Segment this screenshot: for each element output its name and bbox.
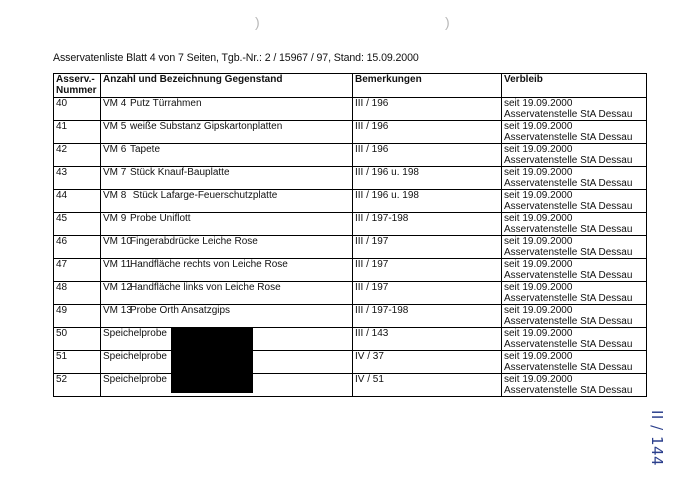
item-description: Stück Knauf-Bauplatte [130,167,230,178]
cell-item [101,259,353,282]
cell-location [502,121,647,144]
header-remarks: Bemerkungen [353,74,502,98]
location-date: seit 19.09.2000 [504,190,573,201]
cell-location [502,351,647,374]
header-item: Anzahl und Bezeichnung Gegenstand [101,74,353,98]
cell-location [502,190,647,213]
cell-item [101,98,353,121]
cell-item [101,121,353,144]
cell-remarks: III / 196 [353,121,502,144]
location-date: seit 19.09.2000 [504,328,573,339]
location-date: seit 19.09.2000 [504,144,573,155]
cell-remarks: III / 143 [353,328,502,351]
table-row [54,121,647,144]
location-place: Asservatenstelle StA Dessau [504,385,633,396]
cell-remarks: III / 196 [353,98,502,121]
cell-item [101,190,353,213]
item-description: Fingerabdrücke Leiche Rose [130,236,258,247]
page-mark: ) [255,14,260,30]
table-row [54,236,647,259]
cell-item [101,213,353,236]
location-date: seit 19.09.2000 [504,98,573,109]
location-date: seit 19.09.2000 [504,121,573,132]
item-code: VM 11 [103,259,132,270]
item-code: VM 13 [103,305,132,316]
cell-number: 45 [54,213,101,236]
location-date: seit 19.09.2000 [504,213,573,224]
location-date: seit 19.09.2000 [504,305,573,316]
item-code: VM 9 [103,213,127,224]
cell-remarks: III / 197-198 [353,213,502,236]
location-place: Asservatenstelle StA Dessau [504,247,633,258]
table-row [54,190,647,213]
location-place: Asservatenstelle StA Dessau [504,178,633,189]
item-description: Putz Türrahmen [130,98,202,109]
cell-number: 43 [54,167,101,190]
location-place: Asservatenstelle StA Dessau [504,316,633,327]
cell-number: 49 [54,305,101,328]
cell-item [101,305,353,328]
cell-number: 47 [54,259,101,282]
cell-item [101,236,353,259]
table-row [54,213,647,236]
table-row [54,144,647,167]
cell-number: 52 [54,374,101,397]
cell-location [502,282,647,305]
header-location: Verbleib [502,74,647,98]
cell-remarks: III / 196 u. 198 [353,167,502,190]
table-row [54,351,647,374]
evidence-table [53,73,647,397]
cell-location [502,328,647,351]
item-code: VM 6 [103,144,127,155]
location-date: seit 19.09.2000 [504,167,573,178]
location-date: seit 19.09.2000 [504,236,573,247]
location-date: seit 19.09.2000 [504,351,573,362]
item-description: Probe Uniflott [130,213,191,224]
location-date: seit 19.09.2000 [504,282,573,293]
location-place: Asservatenstelle StA Dessau [504,293,633,304]
item-description: Probe Orth Ansatzgips [130,305,231,316]
cell-remarks: III / 197-198 [353,305,502,328]
cell-number: 40 [54,98,101,121]
item-description: Handfläche rechts von Leiche Rose [130,259,288,270]
location-place: Asservatenstelle StA Dessau [504,270,633,281]
redaction-box [171,353,253,393]
location-date: seit 19.09.2000 [504,259,573,270]
table-row [54,305,647,328]
header-number [54,74,101,98]
cell-remarks: IV / 37 [353,351,502,374]
header-number-line2: Nummer [56,85,97,96]
cell-location [502,259,647,282]
cell-location [502,236,647,259]
cell-number: 42 [54,144,101,167]
cell-location [502,144,647,167]
item-description: Tapete [130,144,161,155]
item-code: VM 4 [103,98,127,109]
cell-remarks: III / 197 [353,259,502,282]
table-row [54,259,647,282]
item-code: VM 12 [103,282,132,293]
location-place: Asservatenstelle StA Dessau [504,201,633,212]
cell-location [502,213,647,236]
handwritten-page-note: II / 144 [648,410,666,467]
item-code: VM 8 [103,190,127,201]
location-place: Asservatenstelle StA Dessau [504,109,633,120]
item-description: Speichelprobe [103,374,167,385]
cell-location [502,98,647,121]
location-date: seit 19.09.2000 [504,374,573,385]
cell-location [502,167,647,190]
header-number-line1: Asserv.- [56,74,95,85]
cell-remarks: III / 197 [353,236,502,259]
location-place: Asservatenstelle StA Dessau [504,224,633,235]
cell-remarks: IV / 51 [353,374,502,397]
table-row [54,98,647,121]
cell-location [502,305,647,328]
location-place: Asservatenstelle StA Dessau [504,339,633,350]
cell-location [502,374,647,397]
cell-remarks: III / 197 [353,282,502,305]
item-code: VM 7 [103,167,127,178]
table-row [54,167,647,190]
table-row [54,282,647,305]
cell-number: 41 [54,121,101,144]
page-mark: ) [445,14,450,30]
table-header-row [54,74,647,98]
item-code: VM 10 [103,236,132,247]
cell-item [101,144,353,167]
cell-item [101,282,353,305]
cell-remarks: III / 196 [353,144,502,167]
item-description: Speichelprobe [103,351,167,362]
location-place: Asservatenstelle StA Dessau [504,132,633,143]
cell-number: 44 [54,190,101,213]
item-description: Stück Lafarge-Feuerschutzplatte [130,190,278,201]
location-place: Asservatenstelle StA Dessau [504,362,633,373]
cell-number: 50 [54,328,101,351]
table-row [54,374,647,397]
item-description: weiße Substanz Gipskartonplatten [130,121,283,132]
item-description: Handfläche links von Leiche Rose [130,282,281,293]
cell-number: 46 [54,236,101,259]
table-row [54,328,647,351]
cell-number: 48 [54,282,101,305]
cell-remarks: III / 196 u. 198 [353,190,502,213]
document-heading: Asservatenliste Blatt 4 von 7 Seiten, Tgb.-Nr.: 2 / 15967 / 97, Stand: 15.09.2000 [53,52,419,64]
cell-item [101,167,353,190]
item-description: Speichelprobe [103,328,167,339]
location-place: Asservatenstelle StA Dessau [504,155,633,166]
cell-number: 51 [54,351,101,374]
item-code: VM 5 [103,121,127,132]
